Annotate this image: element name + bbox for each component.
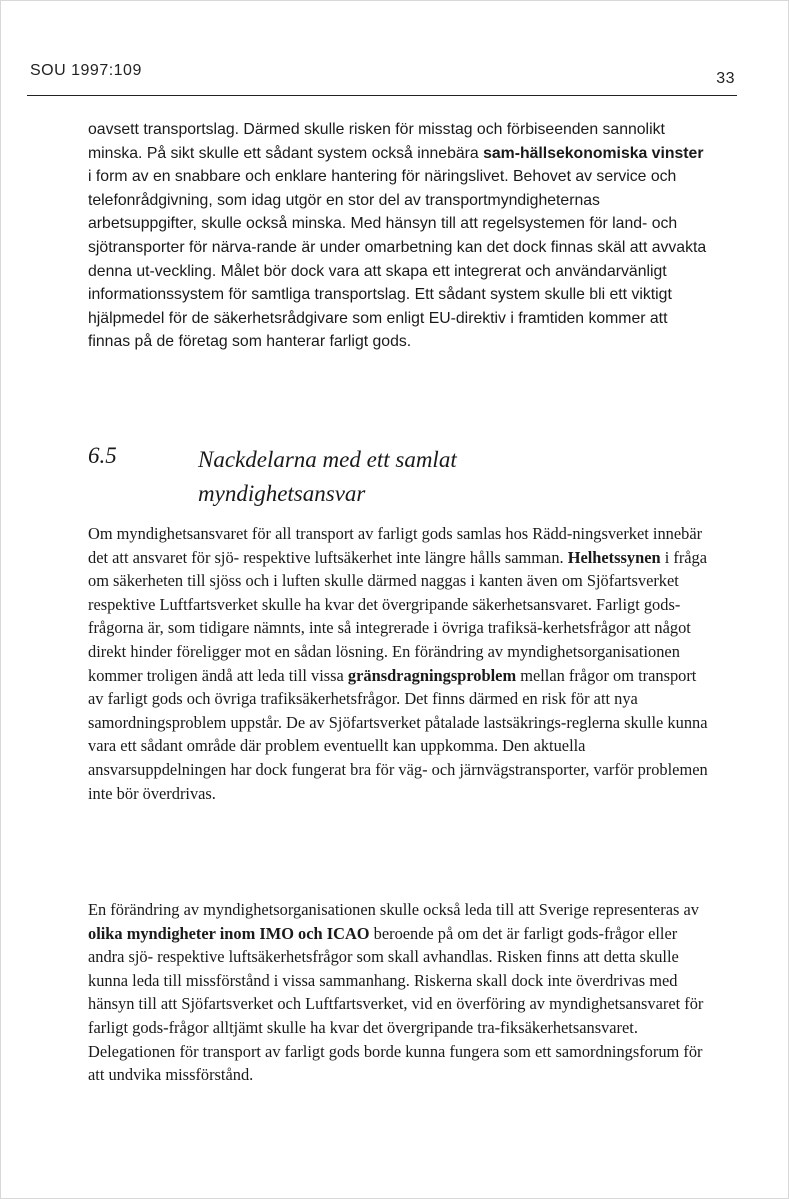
text-run: i form av en snabbare och enklare hantering för näringslivet. Behovet av service och telefonrådgivning, som idag utgör en stor del av transportmyndigheternas arbetsuppgifter, skulle också minska. Med hänsyn till att regelsystemen för land- och sjötransporter för närva-rande är under omarbetning kan det dock finnas skäl att avvakta denna ut-veckling. Målet bör dock vara att skapa ett integrerat och användarvänligt informationssystem för samtliga transportslag. Ett sådant system skulle bli ett viktigt hjälpmedel för de säkerhetsrådgivare som enligt EU-direktiv i framtiden kommer att finnas på de företag som hanterar farligt gods. [88, 168, 707, 351]
running-header [30, 62, 735, 87]
report-series: SOU 1997:109 [30, 62, 142, 79]
text-run: Om myndighetsansvaret för all transport av farligt gods samlas hos Rädd-ningsverket innebär det att ansvaret för sjö- respektive luftsäkerhet inte längre hålls samman. [88, 524, 703, 567]
page-number: 33 [716, 70, 735, 87]
text-run: mellan frågor om transport av farligt gods och övriga trafiksäkerhetsfrågor. Det finns därmed en risk för att nya samordningsproblem uppstår. De av Sjöfartsverket påtalade lastsäkrings-reglerna skulle kunna vara ett sådant område där problem eventuellt kan uppkomma. Den aktuella ansvarsuppdelningen har dock fungerat bra för väg- och järnvägstransporter, varför problemen inte bör överdrivas. [88, 665, 708, 803]
emphasis-term: Helhetssynen [567, 547, 661, 567]
text-run: oavsett transportslag. Därmed skulle risken för misstag och förbiseenden sannolikt minska. På sikt skulle ett sådant system också innebära [88, 121, 665, 162]
text-run: En förändring av myndighetsorganisationen skulle också leda till att Sverige representeras av [88, 900, 699, 919]
paragraph-2 [88, 522, 708, 805]
paragraph-1 [88, 118, 708, 354]
text-run: i fråga om säkerheten till sjöss och i luften skulle därmed naggas i kanten även om Sjöfartsverket respektive Luftfartsverket skulle ha kvar det övergripande säkerhetsansvaret. Farligt gods-frågorna är, som tidigare nämnts, inte så integrerade i övriga trafiksä-kerhetsfrågor att något direkt hinder föreligger mot en sådan lösning. En förändring av myndighetsorganisationen kommer troligen ändå att leda till vissa [88, 547, 708, 685]
paragraph-3 [88, 898, 708, 1087]
section-number: 6.5 [88, 443, 117, 468]
text-run: beroende på om det är farligt gods-frågor eller andra sjö- respektive luftsäkerhetsfrågor som skall avhandlas. Risken finns att detta skulle kunna leda till missförstånd i vissa sammanhang. Riskerna skall dock inte överdrivas med hänsyn till att Sjöfartsverket och Luftfartsverket, vid en överföring av myndighetsansvaret för farligt gods-frågor alltjämt skulle ha kvar det övergripande tra-fiksäkerhetsansvaret. Delegationen för transport av farligt gods borde kunna fungera som ett samordningsforum för att undvika missförstånd. [88, 923, 704, 1085]
section-title: Nackdelarna med ett samlat myndighetsansvar [198, 447, 457, 506]
emphasis-term: gränsdragningsproblem [347, 665, 517, 685]
emphasis-term: sam-hällsekonomiska vinster [483, 144, 704, 162]
emphasis-term: olika myndigheter inom IMO och ICAO [88, 923, 370, 943]
header-rule [27, 95, 737, 96]
